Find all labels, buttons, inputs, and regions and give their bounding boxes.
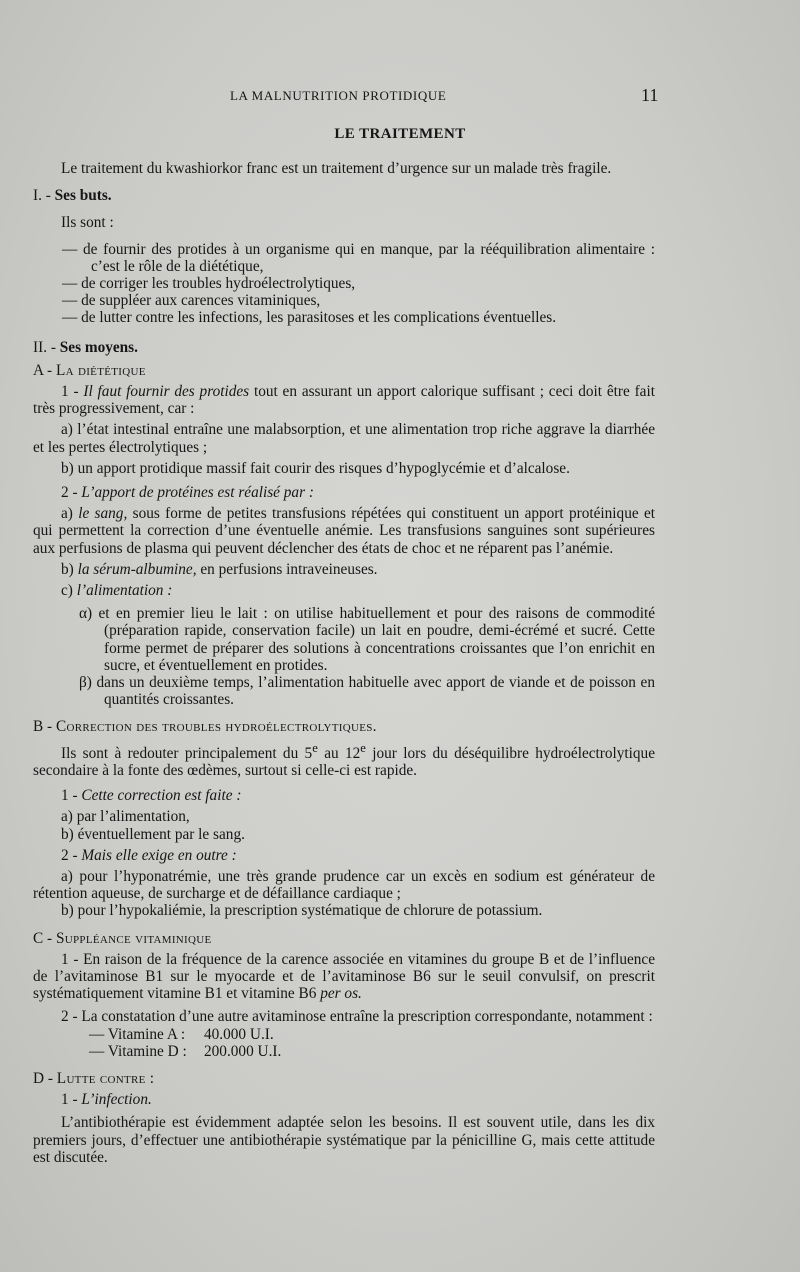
- intro-paragraph: Le traitement du kwashiorkor franc est un traitement d’urgence sur un malade très fragile.: [61, 160, 612, 177]
- goal-item: — de suppléer aux carences vitaminiques,: [62, 292, 321, 310]
- dietetics-point-2b: b) la sérum-albumine, en perfusions intraveineuses.: [61, 560, 378, 578]
- infection-point-1: 1 - L’infection.: [61, 1091, 152, 1109]
- correction-paragraph: Ils sont à redouter principalement du 5e au 12e jour lors du déséquilibre hydroélectrolytique secondaire à la fonte des œdèmes, surtout si celle-ci est rapide.: [33, 740, 655, 779]
- dietetics-point-2c: c) l’alimentation :: [61, 582, 173, 600]
- part-1-heading: I. - Ses buts.: [33, 187, 112, 205]
- dietetics-point-2: 2 - L’apport de protéines est réalisé par :: [61, 484, 314, 502]
- correction-point-1: 1 - Cette correction est faite :: [61, 787, 242, 805]
- vitamin-dose: — Vitamine D : 200.000 U.I.: [89, 1042, 282, 1060]
- infection-paragraph: L’antibiothérapie est évidemment adaptée selon les besoins. Il est souvent utile, dans les dix premiers jours, d’effectuer une antibiothérapie systématique par la pénicilline G, mais cette attitude est discutée.: [33, 1114, 655, 1166]
- part-2-heading: II. - Ses moyens.: [33, 338, 138, 356]
- subsection-a-heading: A - La diététique: [33, 361, 146, 379]
- dietetics-point-1a: a) l’état intestinal entraîne une malabsorption, et une alimentation trop riche aggrave la diarrhée et les pertes électrolytiques ;: [33, 421, 655, 456]
- dietetics-point-1: 1 - Il faut fournir des protides tout en assurant un apport calorique suffisant ; ceci doit être fait très progressivement, car :: [33, 383, 655, 418]
- subsection-d-heading: D - Lutte contre :: [33, 1070, 155, 1088]
- dietetics-beta: β) dans un deuxième temps, l’alimentation habituelle avec apport de viande et de poisson en quantités croissantes.: [79, 674, 655, 709]
- correction-point-2a: a) pour l’hyponatrémie, une très grande prudence car un excès en sodium est générateur de rétention aqueuse, de surcharge et de défaillance cardiaque ;: [33, 868, 655, 903]
- subsection-b-heading: B - Correction des troubles hydroélectrolytiques.: [33, 718, 377, 736]
- section-title: LE TRAITEMENT: [334, 126, 466, 142]
- subsection-c-heading: C - Suppléance vitaminique: [33, 929, 212, 947]
- correction-point-1a: a) par l’alimentation,: [61, 808, 190, 826]
- vitamin-point-1: 1 - En raison de la fréquence de la carence associée en vitamines du groupe B et de l’influence de l’avitaminose B1 sur le myocarde et de l’avitaminose B6 sur le seuil convulsif, on prescrit systématiquement vitamine B1 et vitamine B6 per os.: [33, 950, 655, 1003]
- page-number: 11: [641, 85, 659, 105]
- goal-item: — de corriger les troubles hydroélectrolytiques,: [62, 275, 356, 293]
- dietetics-point-2a: a) le sang, sous forme de petites transfusions répétées qui constituent un apport protéinique et qui permettent la correction d’une éventuelle anémie. Les transfusions sanguines sont supérieures aux perfusions de plasma qui peuvent déclencher des états de choc et ne réparent pas l’anémie.: [33, 505, 655, 557]
- dietetics-alpha: α) et en premier lieu le lait : on utilise habituellement et pour des raisons de commodité (préparation rapide, conservation facile) un lait en poudre, demi-écrémé et sucré. Cette forme permet de préparer des solutions à concentrations croissantes que l’on enrichit en sucre, et éventuellement en protides.: [79, 605, 655, 674]
- goal-item: — de fournir des protides à un organisme qui en manque, par la rééquilibration alimentaire : c’est le rôle de la diététique,: [62, 240, 655, 275]
- correction-point-2: 2 - Mais elle exige en outre :: [61, 846, 237, 864]
- dietetics-point-1b: b) un apport protidique massif fait courir des risques d’hypoglycémie et d’alcalose.: [61, 459, 570, 477]
- part-1-lead: Ils sont :: [61, 214, 114, 232]
- vitamin-dose: — Vitamine A : 40.000 U.I.: [89, 1025, 274, 1043]
- page-body: [33, 160, 655, 1166]
- page-header: [0, 86, 800, 106]
- goal-item: — de lutter contre les infections, les parasitoses et les complications éventuelles.: [62, 309, 557, 327]
- running-title: LA MALNUTRITION PROTIDIQUE: [230, 88, 447, 103]
- correction-point-2b: b) pour l’hypokaliémie, la prescription systématique de chlorure de potassium.: [61, 902, 543, 920]
- vitamin-point-2: 2 - La constatation d’une autre avitaminose entraîne la prescription correspondante, notamment :: [61, 1008, 653, 1026]
- correction-point-1b: b) éventuellement par le sang.: [61, 825, 245, 843]
